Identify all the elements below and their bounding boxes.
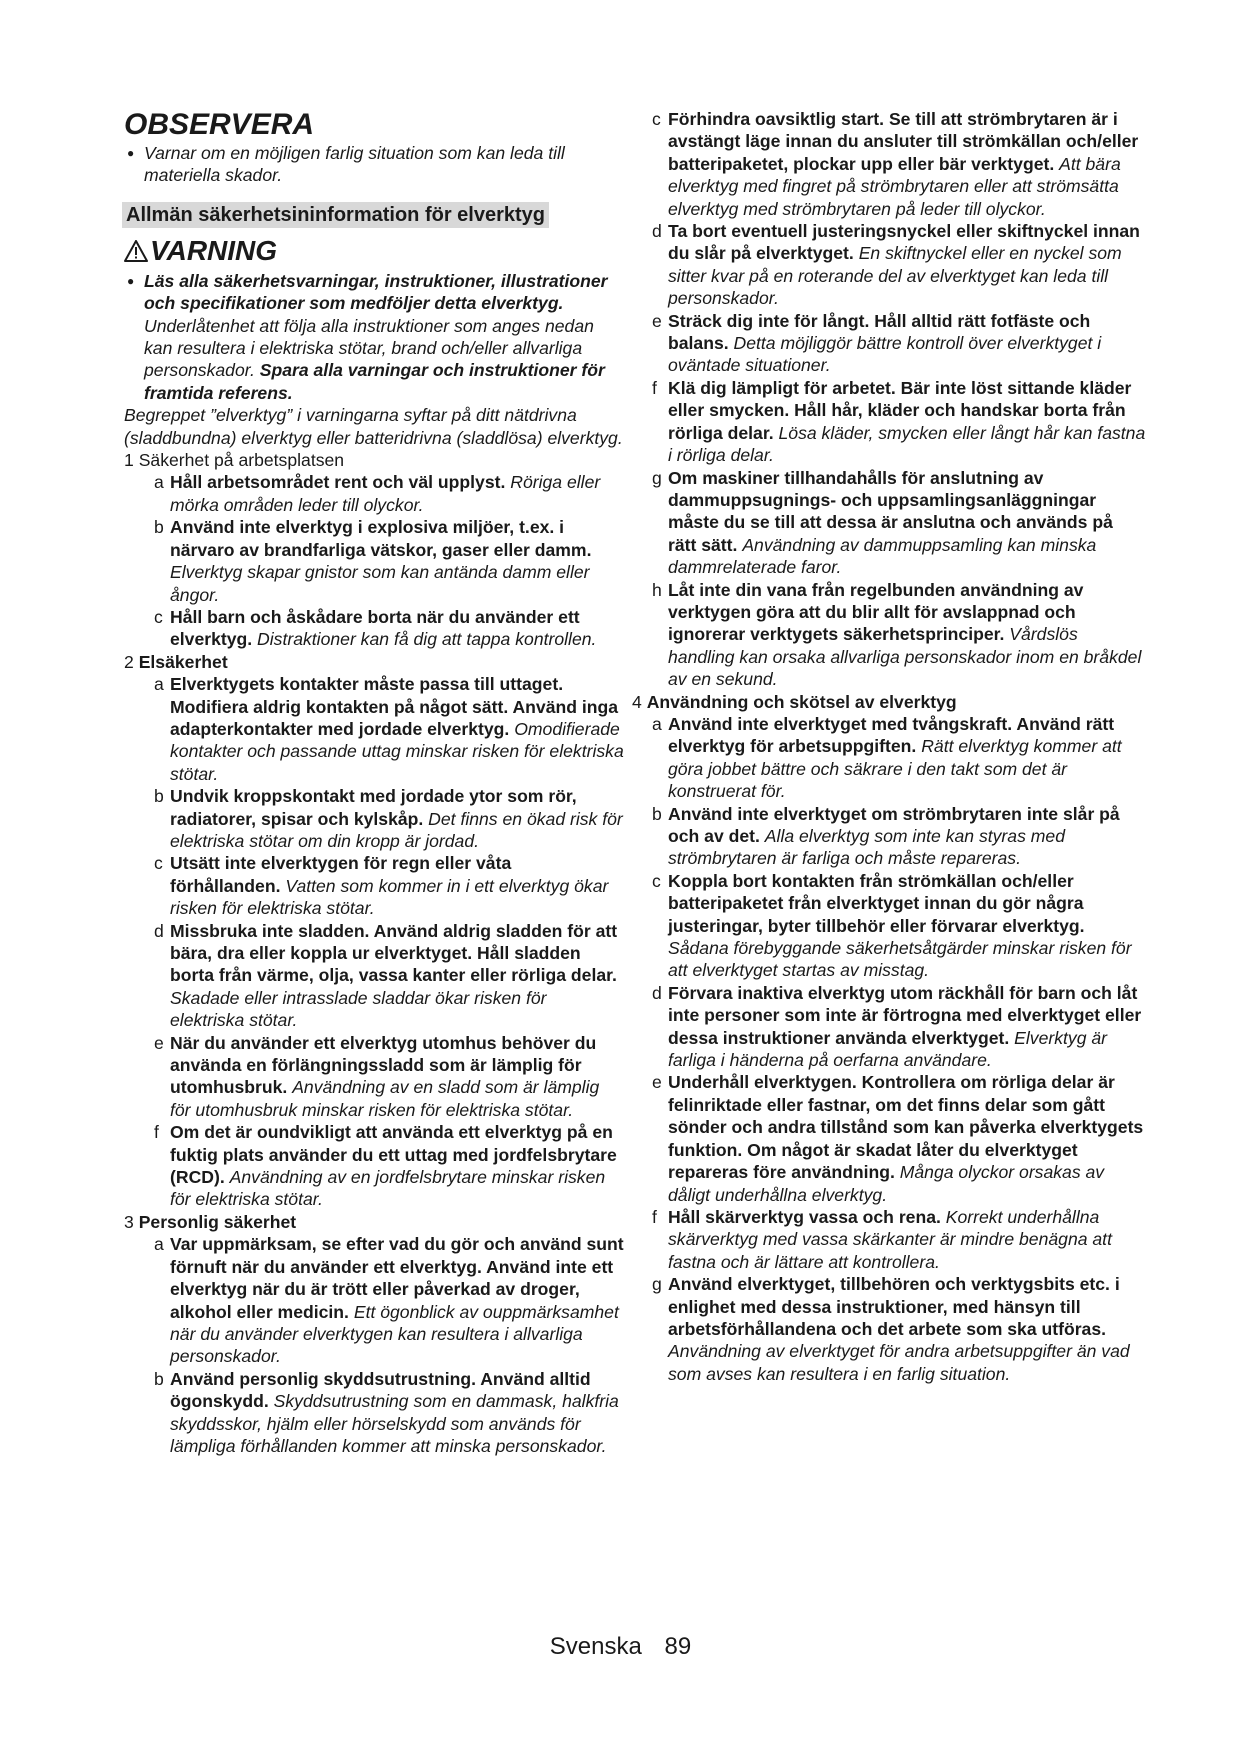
- item-bold-text: Koppla bort kontakten från strömkällan och/eller batteripaketet från elverktyget innan du gör några justeringar, byter tillbehör eller förvarar elverktyg.: [668, 870, 1085, 936]
- item-bold-text: Använd inte elverktyget om strömbrytaren inte slår på och av det.: [668, 803, 1120, 846]
- section-3-num: 3: [124, 1211, 134, 1232]
- item-italic-text: Korrekt underhållna skärverktyg med vassa skärkanter är mindre benägna att fastna och är lättare att kontrollera.: [668, 1206, 1112, 1272]
- item-bold-text: Låt inte din vana från regelbunden användning av verktygen göra att du blir allt för avslappnad och ignorerar verktygets säkerhetsprinciper.: [668, 579, 1084, 645]
- item-bold-text: Undvik kroppskontakt med jordade ytor som rör, radiatorer, spisar och kylskåp.: [170, 786, 577, 829]
- section-1-list: [124, 471, 624, 650]
- item-italic-text: Många olyckor orsakas av dåligt underhållna elverktyg.: [668, 1162, 1105, 1205]
- item-letter: e: [154, 1032, 164, 1053]
- item-italic-text: Alla elverktyg som inte kan styras med strömbrytaren är farliga och måste repareras.: [668, 826, 1065, 869]
- section-1-num: 1: [124, 450, 134, 471]
- item-letter: b: [154, 1368, 164, 1389]
- item-italic-text: Att bära elverktyg med fingret på strömbrytaren eller att strömsätta elverktyg med strömbrytaren på leder till olyckor.: [668, 153, 1121, 219]
- definition-text: Begreppet ”elverktyg” i varningarna syftar på ditt nätdrivna (sladdbundna) elverktyg eller batteridrivna (sladdlösa) elverktyg.: [124, 405, 623, 448]
- warning-triangle-icon: [124, 240, 148, 262]
- item-italic-text: Användning av dammuppsamling kan minska dammrelaterade faror.: [668, 534, 1097, 578]
- item-bold-text: Håll arbetsområdet rent och väl upplyst.: [170, 472, 506, 493]
- varning-bullet-bold2: Spara alla varningar och instruktioner för framtida referens.: [144, 360, 605, 403]
- item-italic-text: Användning av elverktyget för andra arbetsuppgifter än vad som avses kan resultera i en farlig situation.: [668, 1341, 1130, 1384]
- section-4-list: [646, 713, 1146, 1385]
- left-column: [124, 108, 624, 1457]
- list-item: [646, 982, 1146, 1072]
- list-item: [646, 713, 1146, 803]
- item-letter: f: [154, 1122, 159, 1143]
- item-letter: e: [652, 310, 662, 331]
- item-letter: c: [154, 606, 163, 627]
- item-bold-text: När du använder ett elverktyg utomhus behöver du använda en förlängningssladd som är lämplig för utomhusbruk.: [170, 1032, 597, 1098]
- item-letter: g: [652, 467, 662, 488]
- item-bold-text: Om maskiner tillhandahålls för anslutning av dammuppsugnings- och uppsamlingsanläggningar måste du se till att dessa är anslutna och används på rätt sätt.: [668, 467, 1113, 555]
- varning-bullet-bold: Läs alla säkerhetsvarningar, instruktioner, illustrationer och specifikationer som medföljer detta elverktyg.: [144, 270, 608, 314]
- item-italic-text: Det finns en ökad risk för elektriska stötar om din kropp är jordad.: [170, 808, 623, 851]
- list-item: [124, 1368, 624, 1458]
- varning-bullet-italic: Underlåtenhet att följa alla instruktioner som anges nedan kan resultera i elektriska stötar, brand och/eller allvarliga personskador.: [144, 315, 594, 381]
- item-bold-text: Använd personlig skyddsutrustning. Använd alltid ögonskydd.: [170, 1368, 591, 1412]
- list-item: [124, 1233, 624, 1367]
- list-item: [124, 673, 624, 785]
- varning-title: VARNING: [150, 234, 278, 266]
- item-letter: b: [154, 786, 164, 807]
- item-bold-text: Utsätt inte elverktygen för regn eller våta förhållanden.: [170, 853, 512, 896]
- item-bold-text: Förvara inaktiva elverktyg utom räckhåll för barn och låt inte personer som inte är förtrogna med elverktyget eller dessa instruktioner använda elverktyget.: [668, 982, 1142, 1048]
- section-title: Allmän säkerhetsininformation för elverktyg: [122, 202, 549, 228]
- list-item: [646, 377, 1146, 467]
- list-item: [646, 467, 1146, 579]
- item-bold-text: Om det är oundvikligt att använda ett elverktyg på en fuktig plats använder du ett uttag med jordfelsbrytare (RCD).: [170, 1122, 617, 1188]
- item-italic-text: Lösa kläder, smycken eller långt hår kan fastna i rörliga delar.: [668, 422, 1146, 466]
- item-bold-text: Använd inte elverktyget med tvångskraft. Använd rätt elverktyg för arbetsuppgiften.: [668, 713, 1115, 757]
- list-item: [646, 220, 1146, 310]
- section-2-list: [124, 673, 624, 1211]
- item-letter: g: [652, 1274, 662, 1295]
- section-3-list-part2: [646, 108, 1146, 691]
- item-bold-text: Missbruka inte sladden. Använd aldrig sladden för att bära, dra eller koppla ur elverktyget. Håll sladden borta från värme, olja, vassa kanter eller rörliga delar.: [170, 920, 618, 986]
- list-item: [646, 310, 1146, 377]
- item-italic-text: Elverktyg skapar gnistor som kan antända damm eller ångor.: [170, 562, 590, 605]
- item-letter: c: [652, 109, 661, 129]
- list-item: [646, 870, 1146, 982]
- item-italic-text: Skyddsutrustning som en dammask, halkfria skyddsskor, hjälm eller hörselskydd som används för lämpliga förhållanden kommer att minska personskador.: [170, 1391, 619, 1456]
- section-4-heading: [632, 691, 1146, 713]
- section-3-heading: [124, 1211, 624, 1233]
- item-italic-text: Röriga eller mörka områden leder till olyckor.: [170, 472, 601, 515]
- section-3-title: Personlig säkerhet: [138, 1211, 297, 1232]
- item-bold-text: Var uppmärksam, se efter vad du gör och använd sunt förnuft när du använder ett elverktyg. Använd inte ett elverktyg när du är trött eller påverkad av droger, alkohol eller medicin.: [170, 1234, 624, 1322]
- item-bold-text: Ta bort eventuell justeringsnyckel eller skiftnyckel innan du slår på elverktyget.: [668, 221, 1140, 264]
- item-bold-text: Underhåll elverktygen. Kontrollera om rörliga delar är felinriktade eller fastnar, om det finns delar som gått sönder och andra tillstånd som kan påverka elverktygets funktion. Om något är skadat låter du elverktyget repareras före användning.: [668, 1072, 1144, 1183]
- item-italic-text: Skadade eller intrasslade sladdar ökar risken för elektriska stötar.: [170, 987, 547, 1031]
- list-item: [124, 1032, 624, 1122]
- item-italic-text: Rätt elverktyg kommer att göra jobbet bättre och säkrare i den takt som det är konstruerat för.: [668, 736, 1122, 802]
- item-italic-text: Sådana förebyggande säkerhetsåtgärder minskar risken för att elverktyget startas av misstag.: [668, 938, 1132, 981]
- item-letter: c: [154, 853, 163, 874]
- item-bold-text: Elverktygets kontakter måste passa till uttaget. Modifiera aldrig kontakten på något sätt. Använd inga adapterkontakter med jordade elverktyg.: [170, 674, 619, 739]
- item-italic-text: Distraktioner kan få dig att tappa kontrollen.: [257, 629, 597, 650]
- item-italic-text: Vatten som kommer in i ett elverktyg ökar risken för elektriska stötar.: [170, 875, 609, 919]
- item-bold-text: Använd elverktyget, tillbehören och verktygsbits etc. i enlighet med dessa instruktioner, med hänsyn till arbetsförhållandena och det arbete som ska utföras.: [668, 1274, 1120, 1339]
- observera-heading: OBSERVERA: [124, 108, 315, 141]
- page-footer: [0, 1633, 1241, 1661]
- item-letter: f: [652, 377, 657, 398]
- item-italic-text: Elverktyg är farliga i händerna på oerfarna användare.: [668, 1027, 1108, 1071]
- item-italic-text: Omodifierade kontakter och passande uttag minskar risken för elektriska stötar.: [170, 718, 624, 784]
- item-letter: a: [154, 674, 164, 695]
- section-4-title: Användning och skötsel av elverktyg: [646, 691, 957, 712]
- list-item: [646, 803, 1146, 870]
- item-bold-text: Klä dig lämpligt för arbetet. Bär inte löst sittande kläder eller smycken. Håll hår, kläder och handskar borta från rörliga delar.: [668, 377, 1132, 443]
- list-item: [124, 1121, 624, 1211]
- item-italic-text: En skiftnyckel eller en nyckel som sitter kvar på en roterande del av elverktyget kan leda till personskador.: [668, 243, 1122, 309]
- item-letter: e: [652, 1072, 662, 1093]
- right-column: [632, 108, 1146, 1385]
- item-letter: b: [154, 517, 164, 538]
- list-item: [646, 1273, 1146, 1385]
- item-italic-text: Detta möjliggör bättre kontroll över elverktyget i oväntade situationer.: [668, 333, 1102, 376]
- list-item: [124, 852, 624, 919]
- observera-text: ● Varnar om en möjligen farlig situation som kan leda till materiella skador.: [124, 142, 624, 187]
- varning-heading: [124, 236, 624, 266]
- item-italic-text: Användning av en sladd som är lämplig för utomhusbruk minskar risken för elektriska stötar.: [170, 1077, 600, 1120]
- section-4-num: 4: [632, 691, 642, 712]
- page-number: 89: [664, 1633, 692, 1660]
- list-item: [124, 606, 624, 651]
- item-bold-text: Sträck dig inte för långt. Håll alltid rätt fotfäste och balans.: [668, 310, 1091, 354]
- section-2-heading: [124, 651, 624, 673]
- list-item: [646, 579, 1146, 691]
- list-item: [124, 785, 624, 852]
- item-letter: a: [154, 1234, 164, 1255]
- list-item: [124, 920, 624, 1032]
- item-letter: d: [652, 221, 662, 242]
- list-item: [646, 1071, 1146, 1205]
- item-letter: a: [154, 472, 164, 493]
- item-bold-text: Förhindra oavsiktlig start. Se till att strömbrytaren är i avstängt läge innan du ansluter till strömkällan och/eller batteripaketet, plockar upp eller bär verktyget.: [668, 109, 1139, 174]
- list-item: [646, 108, 1146, 220]
- item-letter: c: [652, 870, 661, 891]
- list-item: [646, 1206, 1146, 1273]
- item-letter: b: [652, 803, 662, 824]
- section-2-title: Elsäkerhet: [138, 651, 228, 672]
- item-bold-text: Håll barn och åskådare borta när du använder ett elverktyg.: [170, 606, 580, 650]
- section-2-num: 2: [124, 651, 134, 672]
- varning-bullet: [124, 270, 624, 404]
- item-letter: a: [652, 713, 662, 734]
- item-letter: d: [652, 982, 662, 1003]
- item-letter: d: [154, 920, 164, 941]
- section-3-list-part1: [124, 1233, 624, 1457]
- section-1-heading: [124, 449, 624, 471]
- section-1-title: Säkerhet på arbetsplatsen: [138, 450, 345, 471]
- item-italic-text: Vårdslös handling kan orsaka allvarliga personskador inom en bråkdel av en sekund.: [668, 624, 1142, 690]
- item-italic-text: Användning av en jordfelsbrytare minskar risken för elektriska stötar.: [170, 1167, 606, 1210]
- list-item: [124, 471, 624, 516]
- list-item: [124, 516, 624, 606]
- item-italic-text: Ett ögonblick av ouppmärksamhet när du använder elverktygen kan resultera i allvarliga personskador.: [170, 1301, 619, 1367]
- footer-language: Svenska: [549, 1633, 642, 1660]
- item-letter: h: [652, 579, 662, 600]
- item-bold-text: Använd inte elverktyg i explosiva miljöer, t.ex. i närvaro av brandfarliga vätskor, gaser eller damm.: [170, 517, 592, 560]
- item-bold-text: Håll skärverktyg vassa och rena.: [668, 1206, 941, 1227]
- item-letter: f: [652, 1206, 657, 1227]
